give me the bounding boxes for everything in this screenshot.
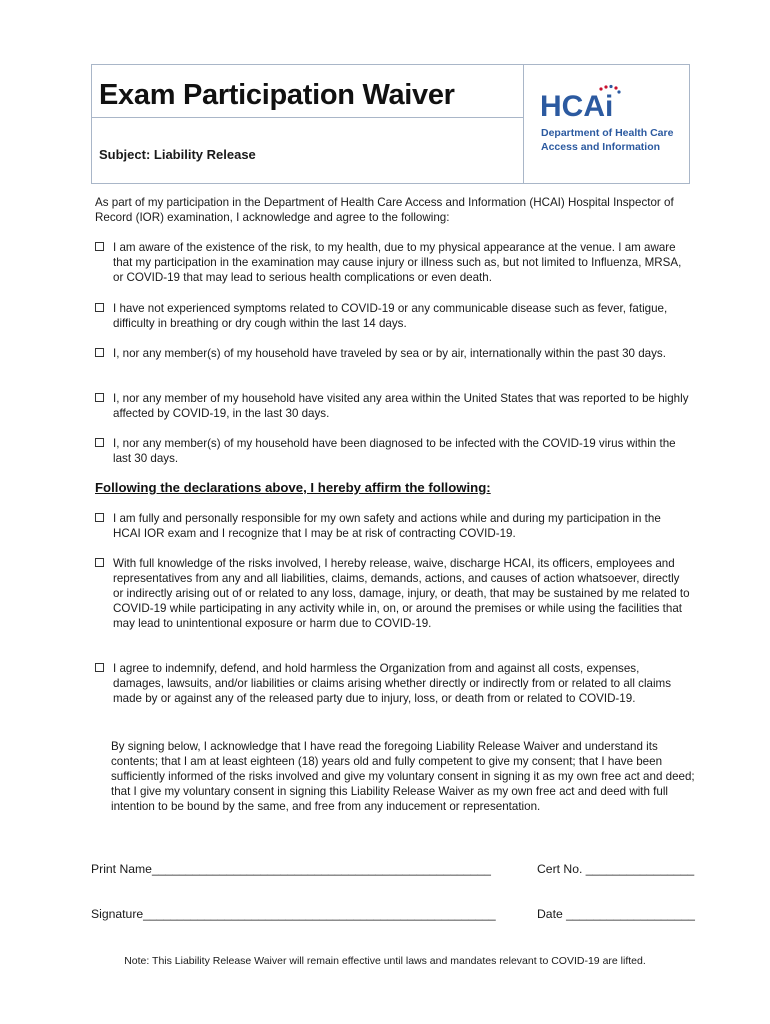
intro-paragraph: As part of my participation in the Department of Health Care Access and Information (HCAI) Hospital Inspector of Record (IOR) examination, I acknowledge and agree to the following: (95, 196, 674, 224)
hcai-logo (539, 83, 629, 123)
page-title: Exam Participation Waiver (99, 79, 455, 111)
affirmation-text: With full knowledge of the risks involved, I hereby release, waive, discharge HCAI, its officers, employees and representatives from any and all liabilities, claims, demands, actions, and causes of action whatsoever, directly or indirectly arising out of or related to any loss, damage, injury, or death, that may be sustained by me related to COVID-19 while participating in any activity while in, on, or around the premises or while using the facilities that may lead to unintentional exposure or harm due to COVID-19. (113, 557, 690, 630)
header-box (91, 64, 690, 184)
affirmation-checkbox[interactable] (95, 663, 104, 672)
department-line-1: Department of Health Care (541, 127, 674, 139)
affirmation-text: I am fully and personally responsible for my own safety and actions while and during my participation in the HCAI IOR exam and I recognize that I may be at risk of contracting COVID-19. (113, 512, 661, 540)
declaration-checkbox[interactable] (95, 438, 104, 447)
declaration-text: I, nor any member(s) of my household have traveled by sea or by air, internationally within the past 30 days. (113, 347, 666, 360)
declaration-checkbox[interactable] (95, 303, 104, 312)
affirm-heading: Following the declarations above, I hereby affirm the following: (95, 480, 491, 495)
declaration-text: I am aware of the existence of the risk, to my health, due to my physical appearance at the venue. I am aware that my participation in the examination may cause injury or illness such as, but not limited to Influenza, MRSA, or COVID-19 that may lead to serious health complications or even death. (113, 241, 682, 284)
declaration-text: I, nor any member of my household have visited any area within the United States that was reported to be highly affected by COVID-19, in the last 30 days. (113, 392, 689, 420)
date-field[interactable]: Date ___________________ (537, 907, 695, 921)
signature-field[interactable]: Signature____________________________________________________ (91, 907, 496, 921)
signing-statement: By signing below, I acknowledge that I have read the foregoing Liability Release Waiver and understand its contents; that I am at least eighteen (18) years old and fully competent to give my consent; that I have been sufficiently informed of the risks involved and give my voluntary consent in signing it as my own free act and deed; that I give my voluntary consent in signing this Liability Release Waiver as my own free act and deed with full intention to be bound by the same, and free from any inducement or representation. (111, 740, 695, 813)
logo-wordmark: HCAi (540, 90, 614, 123)
declaration-checkbox[interactable] (95, 242, 104, 251)
declaration-checkbox[interactable] (95, 348, 104, 357)
department-name (541, 126, 673, 154)
declaration-text: I, nor any member(s) of my household have been diagnosed to be infected with the COVID-19 virus within the last 30 days. (113, 437, 676, 465)
declaration-text: I have not experienced symptoms related to COVID-19 or any communicable disease such as fever, fatigue, difficulty in breathing or dry cough within the last 14 days. (113, 302, 668, 330)
print-name-field[interactable]: Print Name__________________________________________________ (91, 862, 491, 876)
cert-no-field[interactable]: Cert No. ________________ (537, 862, 695, 876)
declaration-checkbox[interactable] (95, 393, 104, 402)
affirmation-text: I agree to indemnify, defend, and hold harmless the Organization from and against all costs, expenses, damages, lawsuits, and/or liabilities or claims arising whether directly or indirectly from or related to all claims made by or against any of the released party due to injury, loss, or death from or related to COVID-19. (113, 662, 672, 705)
affirmation-checkbox[interactable] (95, 558, 104, 567)
subject-line: Subject: Liability Release (99, 147, 256, 162)
department-line-2: Access and Information (541, 141, 661, 153)
affirmation-checkbox[interactable] (95, 513, 104, 522)
footer-note: Note: This Liability Release Waiver will remain effective until laws and mandates relevant to COVID-19 are lifted. (124, 955, 646, 967)
header-divider (92, 117, 524, 118)
